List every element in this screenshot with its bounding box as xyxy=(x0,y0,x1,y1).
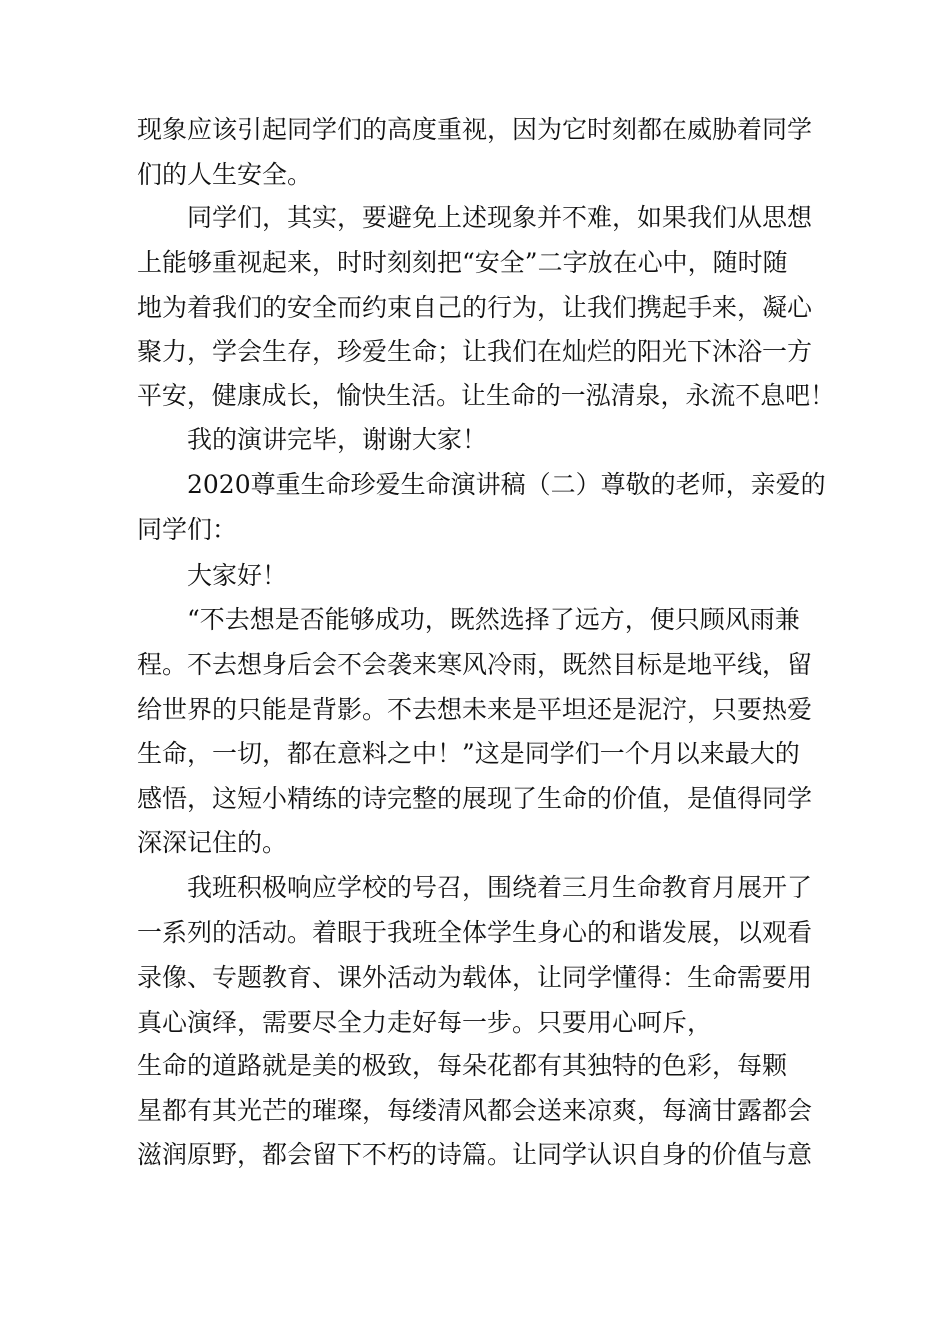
text-line: “不去想是否能够成功，既然选择了远方，便只顾风雨兼 xyxy=(187,605,800,634)
text-line: 程。不去想身后会不会袭来寒风冷雨，既然目标是地平线，留 xyxy=(137,650,813,679)
text-line: 我的演讲完毕，谢谢大家！ xyxy=(187,425,488,454)
text-line: 录像、专题教育、课外活动为载体，让同学懂得：生命需要用 xyxy=(137,963,813,992)
text-line: 平安，健康成长，愉快生活。让生命的一泓清泉，永流不息吧！ xyxy=(137,381,835,410)
text-line: 给世界的只能是背影。不去想未来是平坦还是泥泞，只要热爱 xyxy=(137,695,813,724)
text-line: 生命，一切，都在意料之中！”这是同学们一个月以来最大的 xyxy=(137,739,800,768)
text-line: 现象应该引起同学们的高度重视，因为它时刻都在威胁着同学 xyxy=(137,115,813,144)
text-line: 感悟，这短小精练的诗完整的展现了生命的价值，是值得同学 xyxy=(137,784,813,813)
text-line: 真心演绎，需要尽全力走好每一步。只要用心呵斥， xyxy=(137,1008,713,1037)
text-line: 星都有其光芒的璀璨，每缕清风都会送来凉爽，每滴甘露都会 xyxy=(137,1096,813,1125)
text-line: 聚力，学会生存，珍爱生命；让我们在灿烂的阳光下沐浴一方 xyxy=(137,337,813,366)
text-line: 同学们，其实，要避免上述现象并不难，如果我们从思想 xyxy=(187,203,813,232)
text-line: 滋润原野，都会留下不朽的诗篇。让同学认识自身的价值与意 xyxy=(137,1140,813,1169)
text-line: 深深记住的。 xyxy=(137,828,288,857)
text-line: 一系列的活动。着眼于我班全体学生身心的和谐发展，以观看 xyxy=(137,918,813,947)
text-line: 同学们： xyxy=(137,515,238,544)
text-line: 上能够重视起来，时时刻刻把“安全”二字放在心中，随时随 xyxy=(137,248,788,277)
text-line: 地为着我们的安全而约束自己的行为，让我们携起手来，凝心 xyxy=(137,293,813,322)
text-line: 2020尊重生命珍爱生命演讲稿（二）尊敬的老师，亲爱的 xyxy=(187,470,826,499)
text-line: 们的人生安全。 xyxy=(137,160,313,189)
text-line: 大家好！ xyxy=(187,561,288,590)
text-line: 生命的道路就是美的极致，每朵花都有其独特的色彩，每颗 xyxy=(137,1051,788,1080)
text-line: 我班积极响应学校的号召，围绕着三月生命教育月展开了 xyxy=(187,873,813,902)
